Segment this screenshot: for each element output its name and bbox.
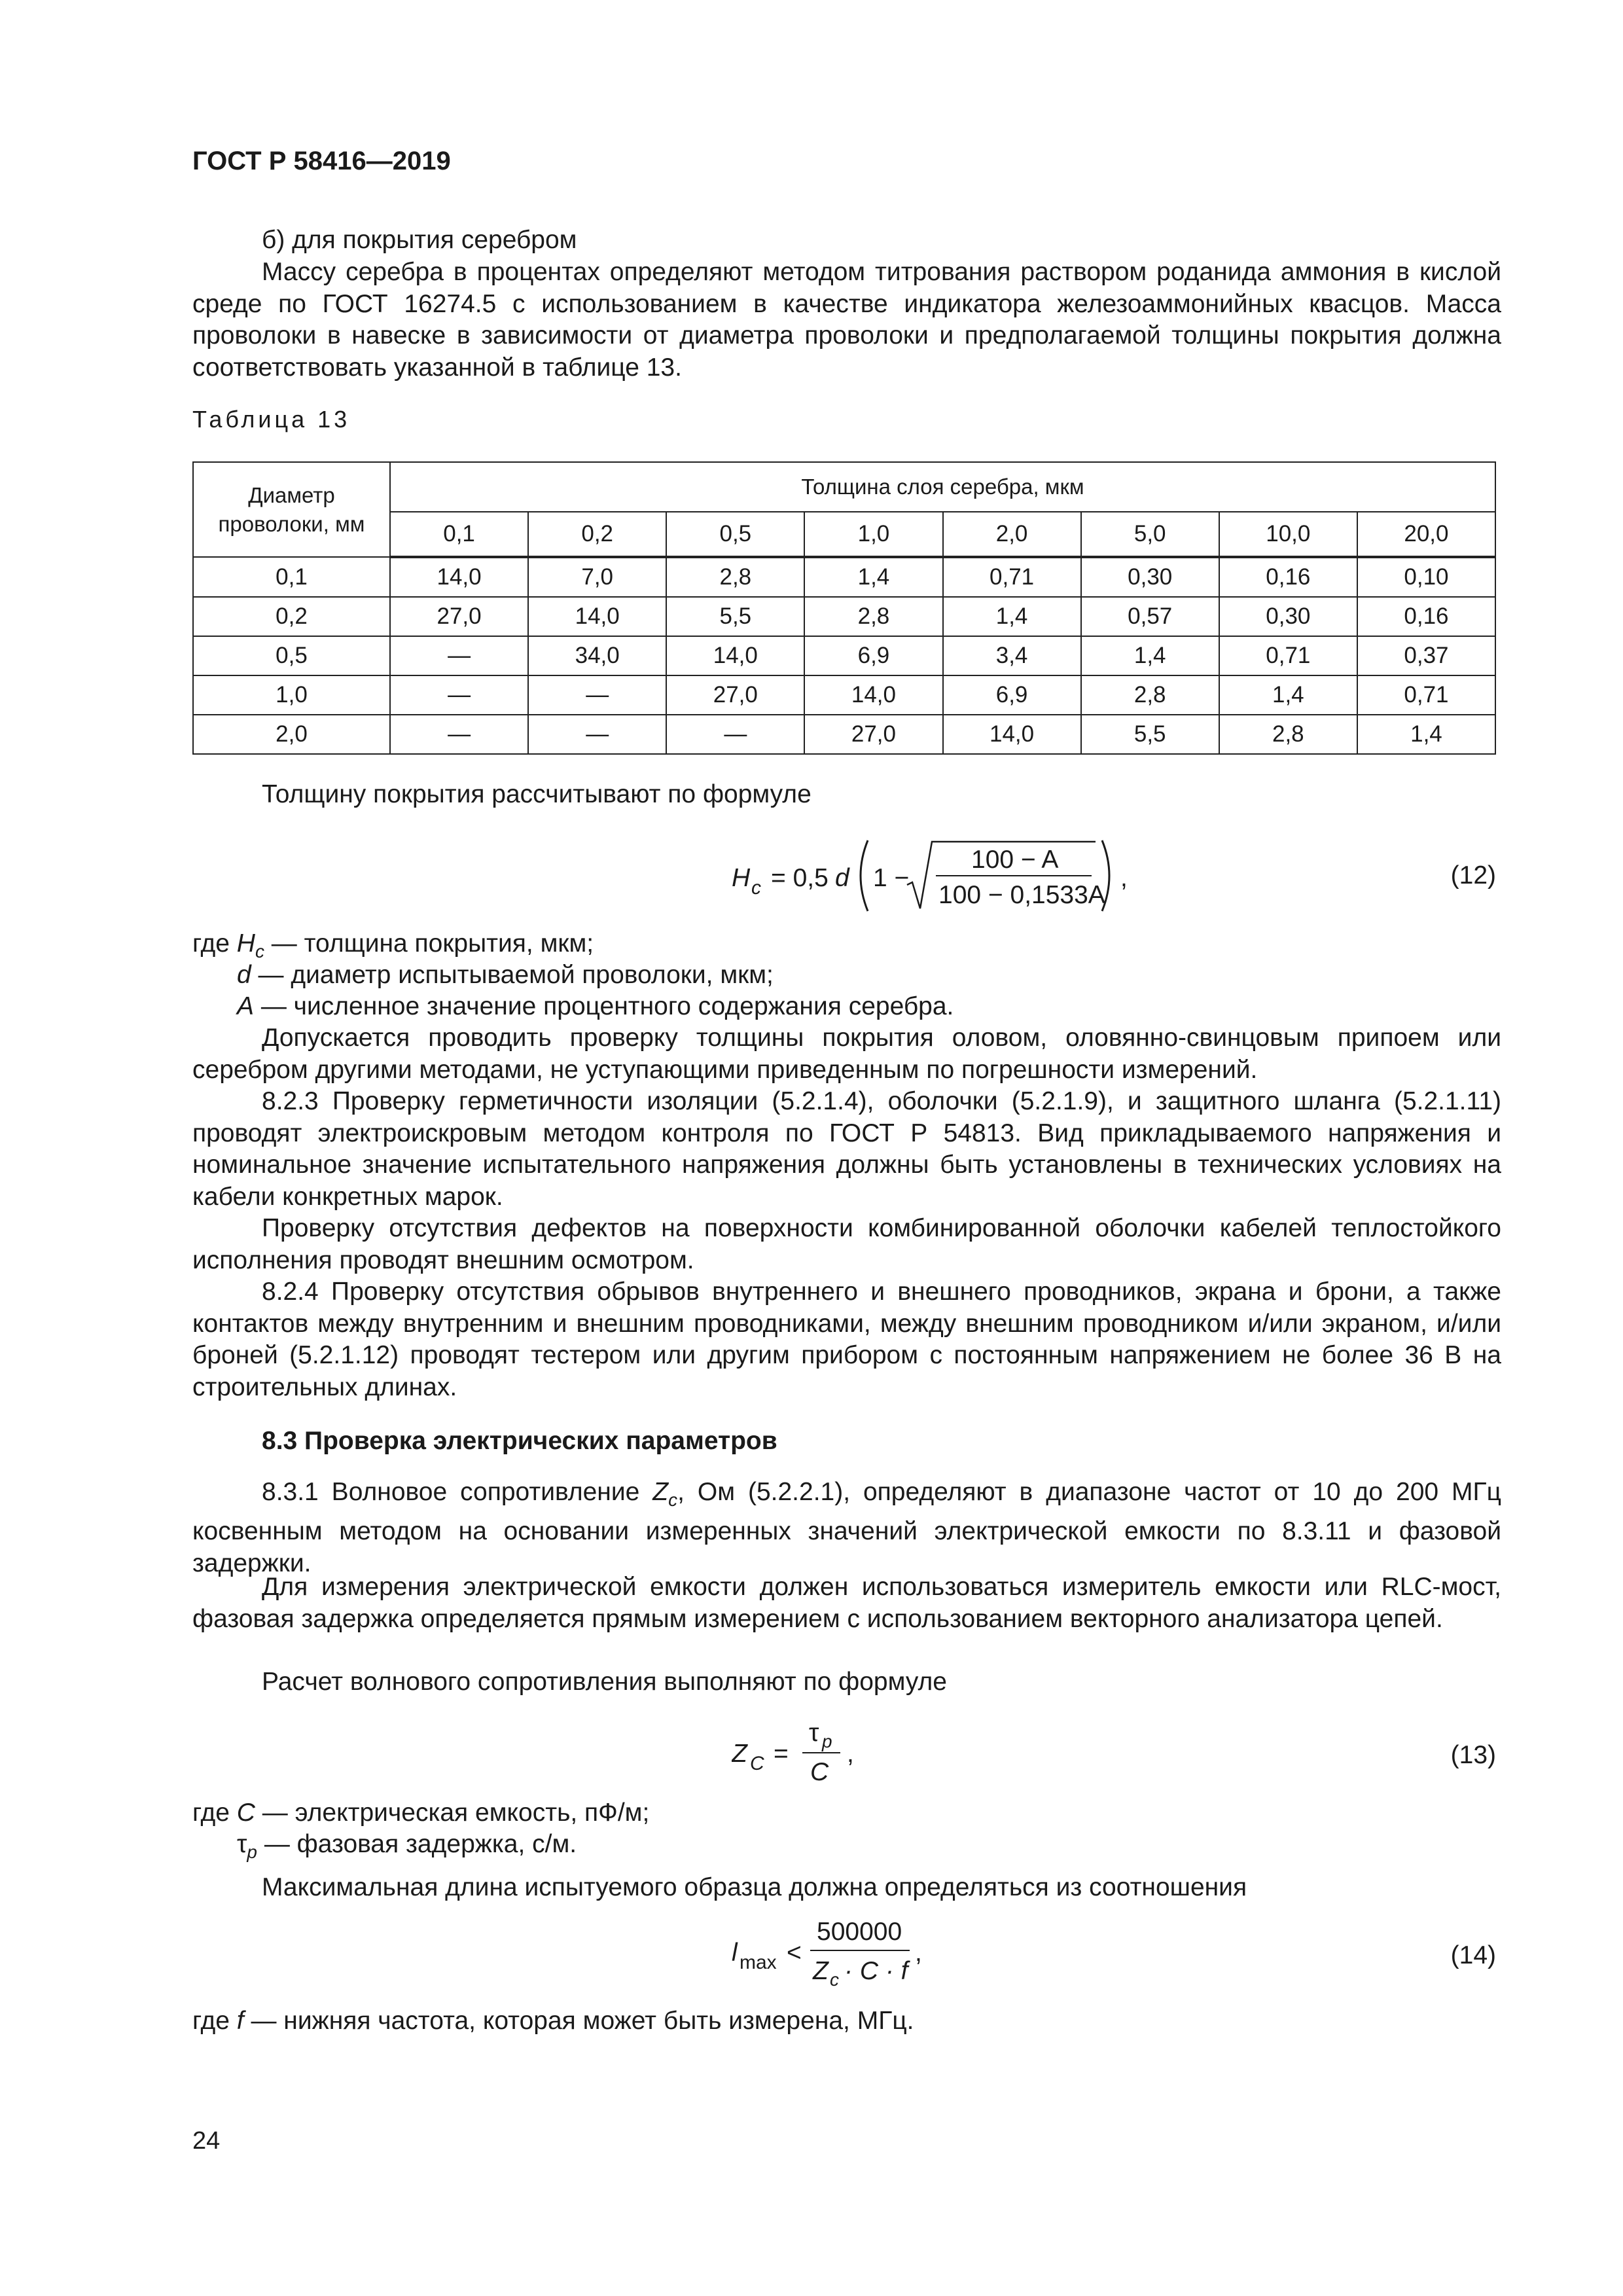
where-line xyxy=(192,1797,649,1829)
p831-subscript: c xyxy=(668,1489,678,1510)
where-symbol: d xyxy=(237,961,251,989)
formula12-lhs: H xyxy=(732,864,751,892)
table-cell: 1,4 xyxy=(1219,675,1357,715)
where-line xyxy=(237,960,774,991)
table-cell: 0,10 xyxy=(1357,557,1495,597)
left-paren xyxy=(861,840,868,911)
table-cell: 6,9 xyxy=(943,675,1081,715)
equation-number-12: (12) xyxy=(1450,861,1496,889)
table-cell: 34,0 xyxy=(528,636,666,675)
paragraph-defects: Проверку отсутствия дефектов на поверхности комбинированной оболочки кабелей теплостойкого исполнения проводят внешним осмотром. xyxy=(192,1214,1501,1274)
table-cell: 2,8 xyxy=(1081,675,1219,715)
paragraph-meter: Для измерения электрической емкости должен использоваться измеритель емкости или RLC-мост, фазовая задержка определяется прямым измерением с использованием векторного анализатора цепей. xyxy=(192,1573,1501,1633)
formula14-lhs: l xyxy=(732,1939,738,1967)
row-header-cell: 0,5 xyxy=(193,636,390,675)
column-header: 10,0 xyxy=(1219,512,1357,557)
p831-text-a: 8.3.1 Волновое сопротивление xyxy=(262,1478,653,1506)
formula14-den-z-sub: c xyxy=(830,1969,839,1990)
formula12-lhs-sub: c xyxy=(751,877,761,899)
formula14-den-rest: · C · f xyxy=(844,1957,908,1985)
formula13-lhs: Z xyxy=(732,1740,747,1768)
formula12-coef: = 0,5 xyxy=(771,864,829,892)
paragraph-8-2-3: 8.2.3 Проверку герметичности изоляции (5.2.1.4), оболочки (5.2.1.9), и защитного шланга (5.2.1.11) проводят электроискровым методом контроля по ГОСТ Р 54813. Вид прикладываемого напряжения и номинальное значение испытательного напряжения должны быть установлены в технических условиях на кабели конкретных марок. xyxy=(192,1087,1501,1211)
row-header-cell: 2,0 xyxy=(193,715,390,754)
formula12-tail: , xyxy=(1120,864,1128,892)
formula13-lhs-sub: C xyxy=(750,1753,764,1774)
where-prefix: где xyxy=(192,929,237,958)
formula-12 xyxy=(732,830,1150,928)
where-text: — диаметр испытываемой проволоки, мкм; xyxy=(251,961,774,989)
table-cell: 1,4 xyxy=(943,597,1081,636)
formula-12-svg xyxy=(732,830,1150,922)
formula12-var-d: d xyxy=(835,864,849,892)
where-text: — электрическая емкость, пФ/м; xyxy=(255,1799,650,1827)
table-row xyxy=(193,636,1495,675)
p831-symbol: Z xyxy=(652,1478,669,1506)
table-cell: 1,4 xyxy=(1081,636,1219,675)
column-header: 0,1 xyxy=(390,512,528,557)
table-cell: 27,0 xyxy=(804,715,942,754)
table-cell: 0,71 xyxy=(1219,636,1357,675)
row-header-cell: 1,0 xyxy=(193,675,390,715)
formula12-one-minus: 1 − xyxy=(873,864,910,892)
silver-thickness-table xyxy=(192,461,1496,755)
table-cell: 0,16 xyxy=(1357,597,1495,636)
row-header-cell: 0,1 xyxy=(193,557,390,597)
where-symbol: H xyxy=(236,929,255,958)
section-heading-8-3: 8.3 Проверка электрических параметров xyxy=(262,1427,777,1455)
table-row xyxy=(193,557,1495,597)
where-text: — фазовая задержка, с/м. xyxy=(257,1830,577,1858)
where-line xyxy=(192,2005,914,2037)
table-cell: 0,71 xyxy=(943,557,1081,597)
table-cell: 0,30 xyxy=(1081,557,1219,597)
formula12-lead: Толщину покрытия рассчитывают по формуле xyxy=(262,780,812,808)
formula12-numerator: 100 − A xyxy=(971,846,1059,874)
table-cell: 0,37 xyxy=(1357,636,1495,675)
stub-header: Диаметр проволоки, мм xyxy=(193,462,390,557)
table-row xyxy=(193,675,1495,715)
paragraph-calc: Расчет волнового сопротивления выполняют по формуле xyxy=(262,1668,947,1696)
table-cell: 1,4 xyxy=(1357,715,1495,754)
table-cell: 14,0 xyxy=(390,557,528,597)
table-cell: 0,30 xyxy=(1219,597,1357,636)
table-cell: 2,8 xyxy=(804,597,942,636)
table-cell: — xyxy=(528,715,666,754)
table-row xyxy=(193,597,1495,636)
table-cell: 2,8 xyxy=(1219,715,1357,754)
paragraph-silver-mass: Массу серебра в процентах определяют методом титрования раствором роданида аммония в кислой среде по ГОСТ 16274.5 с использованием в качестве индикатора железоаммонийных квасцов. Масса проволоки в навеске в зависимости от диаметра проволоки и предполагаемой толщины покрытия должна соответствовать указанной в таблице 13. xyxy=(192,258,1501,382)
where-text: — численное значение процентного содержания серебра. xyxy=(254,992,954,1020)
where-text: — толщина покрытия, мкм; xyxy=(264,929,594,958)
column-header: 20,0 xyxy=(1357,512,1495,557)
formula14-lead: Максимальная длина испытуемого образца должна определяться из соотношения xyxy=(262,1873,1247,1901)
where-text: — нижняя частота, которая может быть измерена, МГц. xyxy=(243,2007,914,2035)
table-cell: 14,0 xyxy=(528,597,666,636)
table-cell: 1,4 xyxy=(804,557,942,597)
table-cell: 14,0 xyxy=(804,675,942,715)
column-header: 0,5 xyxy=(666,512,804,557)
table-cell: 27,0 xyxy=(666,675,804,715)
formula13-denominator: C xyxy=(810,1758,829,1786)
formula14-tail: , xyxy=(915,1939,922,1967)
table-cell: 0,16 xyxy=(1219,557,1357,597)
table-row xyxy=(193,715,1495,754)
where-prefix: где xyxy=(192,1799,237,1827)
formula-13-svg xyxy=(732,1715,889,1793)
formula13-eq: = xyxy=(774,1740,789,1768)
where-subscript: p xyxy=(247,1841,257,1862)
formula14-lt: < xyxy=(787,1939,802,1967)
formula-14 xyxy=(732,1911,941,2003)
table-cell: 7,0 xyxy=(528,557,666,597)
where-subscript: c xyxy=(255,941,264,961)
group-header: Толщина слоя серебра, мкм xyxy=(390,462,1495,512)
row-header-cell: 0,2 xyxy=(193,597,390,636)
formula14-den-z: Z xyxy=(813,1957,829,1985)
table-cell: 0,71 xyxy=(1357,675,1495,715)
column-header: 2,0 xyxy=(943,512,1081,557)
where-symbol: C xyxy=(236,1799,255,1827)
paragraph-allow: Допускается проводить проверку толщины покрытия оловом, оловянно-свинцовым припоем или серебром другими методами, не уступающими приведенным по погрешности измерений. xyxy=(192,1024,1501,1084)
table-cell: — xyxy=(390,715,528,754)
table-cell: 14,0 xyxy=(666,636,804,675)
column-header: 1,0 xyxy=(804,512,942,557)
where-symbol: A xyxy=(237,992,255,1020)
paragraph-8-3-1 xyxy=(192,1477,1501,1579)
table-cell: 0,57 xyxy=(1081,597,1219,636)
table-caption: Таблица 13 xyxy=(192,406,351,433)
p831-text-b: , Ом (5.2.2.1), определяют в диапазоне частот от 10 до 200 МГц косвенным методом на основании измеренных значений электрической емкости по 8.3.11 и фазовой задержки. xyxy=(192,1478,1501,1577)
table-cell: 5,5 xyxy=(666,597,804,636)
where-prefix: где xyxy=(192,2007,237,2035)
table-cell: 3,4 xyxy=(943,636,1081,675)
where-line xyxy=(237,991,954,1022)
table-cell: 14,0 xyxy=(943,715,1081,754)
column-header: 5,0 xyxy=(1081,512,1219,557)
formula14-lhs-sub: max xyxy=(740,1952,777,1973)
formula-13 xyxy=(732,1715,889,1800)
table-cell: — xyxy=(666,715,804,754)
formula12-denominator: 100 − 0,1533A xyxy=(938,881,1105,909)
table-cell: — xyxy=(390,675,528,715)
equation-number-14: (14) xyxy=(1450,1941,1496,1969)
formula13-numerator: τ xyxy=(809,1719,819,1747)
paragraph-8-2-4: 8.2.4 Проверку отсутствия обрывов внутреннего и внешнего проводников, экрана и брони, а также контактов между внутренним и внешним проводниками, между внешним проводником и/или экраном, и/или броней (5.2.1.12) проводят тестером или другим прибором с постоянным напряжением не более 36 В на строительных длинах. xyxy=(192,1278,1501,1401)
where-symbol: τ xyxy=(237,1830,247,1858)
formula14-numerator: 500000 xyxy=(817,1918,902,1946)
table-cell: — xyxy=(528,675,666,715)
document-header: ГОСТ Р 58416—2019 xyxy=(192,147,451,175)
table-cell: 2,8 xyxy=(666,557,804,597)
table-cell: 6,9 xyxy=(804,636,942,675)
formula13-tail: , xyxy=(847,1740,854,1768)
where-line xyxy=(237,1829,577,1868)
where-symbol: f xyxy=(236,2007,244,2035)
formula-14-svg xyxy=(732,1911,941,1996)
item-b: б) для покрытия серебром xyxy=(262,226,577,254)
table-cell: 27,0 xyxy=(390,597,528,636)
table-cell: 5,5 xyxy=(1081,715,1219,754)
page-number: 24 xyxy=(192,2127,221,2155)
column-header: 0,2 xyxy=(528,512,666,557)
table-cell: — xyxy=(390,636,528,675)
formula13-numerator-sub: p xyxy=(822,1731,832,1751)
equation-number-13: (13) xyxy=(1450,1741,1496,1769)
